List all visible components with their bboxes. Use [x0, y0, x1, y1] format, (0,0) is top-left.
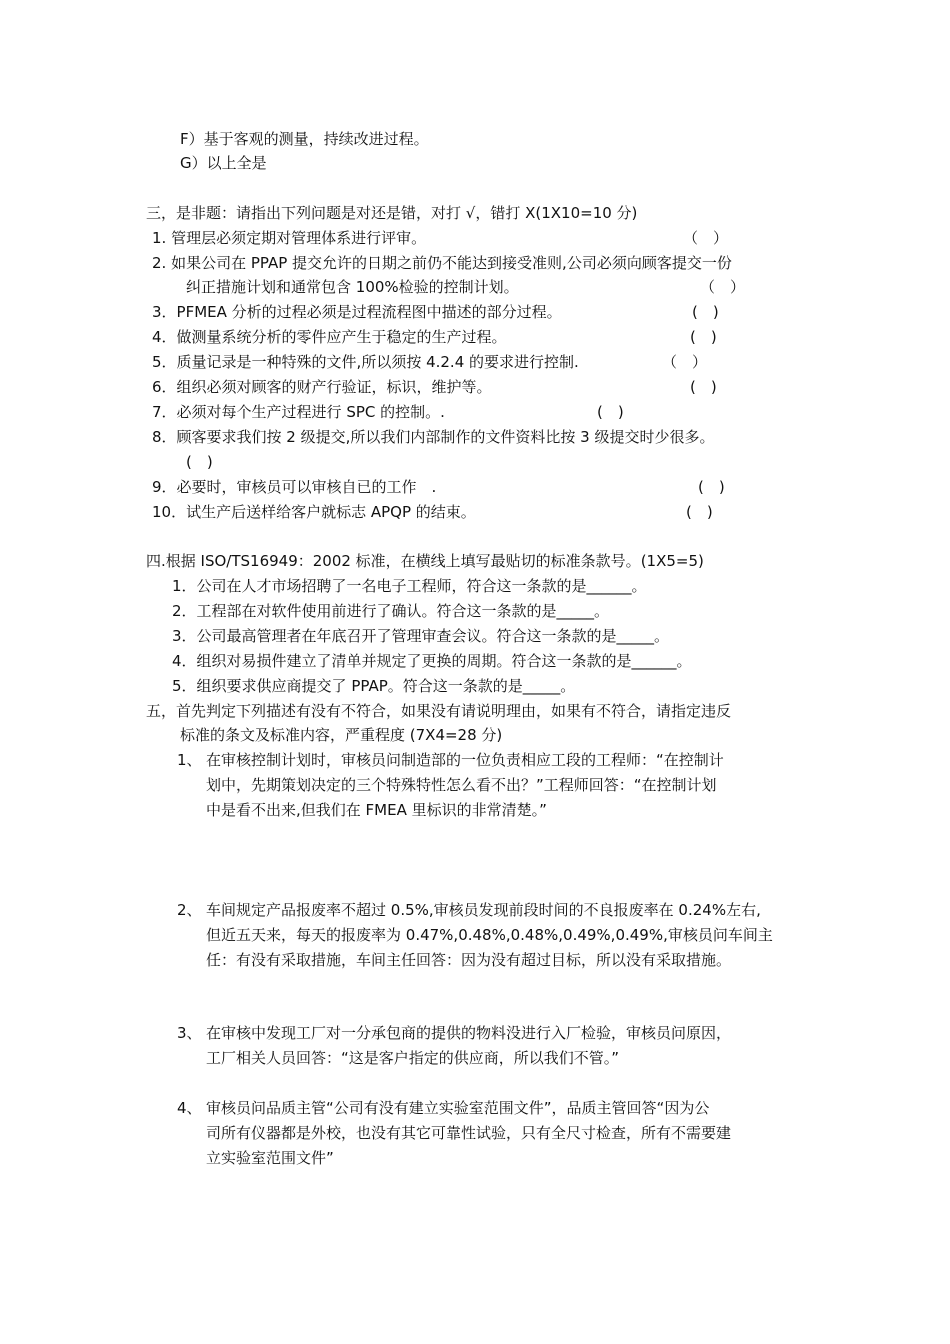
section3-q3: 3．PFMEA 分析的过程必须是过程流程图中描述的部分过程。	[152, 303, 562, 321]
section3-q10-answer: ( )	[686, 503, 713, 521]
section3-q6: 6．组织必须对顾客的财产行验证，标识，维护等。	[152, 378, 492, 396]
section5-q2-line1: 车间规定产品报废率不超过 0.5%,审核员发现前段时间的不良报废率在 0.24%左右,	[206, 901, 761, 919]
section4-item4: 4．组织对易损件建立了清单并规定了更换的周期。符合这一条款的是______。	[172, 652, 692, 670]
option-g: G）以上全是	[180, 154, 267, 172]
section5-heading-line2: 标准的条文及标准内容，严重程度 (7X4=28 分)	[180, 726, 503, 744]
section3-q1: 1. 管理层必须定期对管理体系进行评审。	[152, 229, 427, 247]
section3-heading: 三，是非题：请指出下列问题是对还是错，对打 √，错打 X(1X10=10 分)	[146, 204, 638, 222]
section5-q1-line2: 划中，先期策划决定的三个特殊特性怎么看不出？”工程师回答：“在控制计划	[206, 776, 717, 794]
section5-q3-number: 3、	[177, 1024, 202, 1042]
section3-q4-answer: ( )	[690, 328, 717, 346]
option-f: F）基于客观的测量，持续改进过程。	[180, 130, 429, 148]
section4-item3: 3．公司最高管理者在年底召开了管理审查会议。符合这一条款的是_____。	[172, 627, 670, 645]
section4-heading: 四.根据 ISO/TS16949：2002 标准，在横线上填写最贴切的标准条款号。(1X5=5)	[146, 552, 704, 570]
section4-item1: 1．公司在人才市场招聘了一名电子工程师，符合这一条款的是______。	[172, 577, 647, 595]
section5-q3-line1: 在审核中发现工厂对一分承包商的提供的物料没进行入厂检验，审核员问原因，	[206, 1024, 732, 1042]
section5-q2-line3: 任：有没有采取措施，车间主任回答：因为没有超过目标，所以没有采取措施。	[206, 951, 732, 969]
section5-q1-line1: 在审核控制计划时，审核员问制造部的一位负责相应工段的工程师：“在控制计	[206, 751, 724, 769]
section5-q2-line2: 但近五天来，每天的报废率为 0.47%,0.48%,0.48%,0.49%,0.49%,审核员问车间主	[206, 926, 773, 944]
section4-item5: 5．组织要求供应商提交了 PPAP。符合这一条款的是_____。	[172, 677, 576, 695]
section3-q3-answer: ( )	[692, 303, 719, 321]
section3-q2-answer: （ ）	[700, 278, 746, 296]
section3-q5: 5．质量记录是一种特殊的文件,所以须按 4.2.4 的要求进行控制.	[152, 353, 579, 371]
section3-q7: 7．必须对每个生产过程进行 SPC 的控制。.	[152, 403, 445, 421]
section3-q6-answer: ( )	[690, 378, 717, 396]
section5-q1-number: 1、	[177, 751, 202, 769]
section3-q8: 8．顾客要求我们按 2 级提交,所以我们内部制作的文件资料比按 3 级提交时少很多。	[152, 428, 715, 446]
section5-q4-number: 4、	[177, 1099, 202, 1117]
section3-q8-answer: ( )	[186, 453, 213, 471]
section3-q2-line1: 2. 如果公司在 PPAP 提交允许的日期之前仍不能达到接受准则,公司必须向顾客提交一份	[152, 254, 732, 272]
section5-q4-line2: 司所有仪器都是外校，也没有其它可靠性试验，只有全尺寸检查，所有不需要建	[206, 1124, 732, 1142]
section5-q4-line1: 审核员问品质主管“公司有没有建立实验室范围文件”，品质主管回答“因为公	[206, 1099, 710, 1117]
section4-item2: 2．工程部在对软件使用前进行了确认。符合这一条款的是_____。	[172, 602, 610, 620]
section5-heading-line1: 五，首先判定下列描述有没有不符合，如果没有请说明理由，如果有不符合，请指定违反	[146, 702, 732, 720]
section3-q5-answer: （ ）	[662, 353, 708, 371]
section5-q3-line2: 工厂相关人员回答：“这是客户指定的供应商，所以我们不管。”	[206, 1049, 620, 1067]
section3-q1-answer: （ ）	[683, 229, 729, 247]
section3-q9-answer: ( )	[698, 478, 725, 496]
section3-q10: 10．试生产后送样给客户就标志 APQP 的结束。	[152, 503, 476, 521]
section3-q4: 4．做测量系统分析的零件应产生于稳定的生产过程。	[152, 328, 507, 346]
section3-q2-line2: 纠正措施计划和通常包含 100%检验的控制计划。	[186, 278, 519, 296]
section5-q2-number: 2、	[177, 901, 202, 919]
section3-q7-answer: ( )	[597, 403, 624, 421]
section5-q1-line3: 中是看不出来,但我们在 FMEA 里标识的非常清楚。”	[206, 801, 547, 819]
section3-q9: 9．必要时，审核员可以审核自已的工作 .	[152, 478, 437, 496]
section5-q4-line3: 立实验室范围文件”	[206, 1149, 334, 1167]
